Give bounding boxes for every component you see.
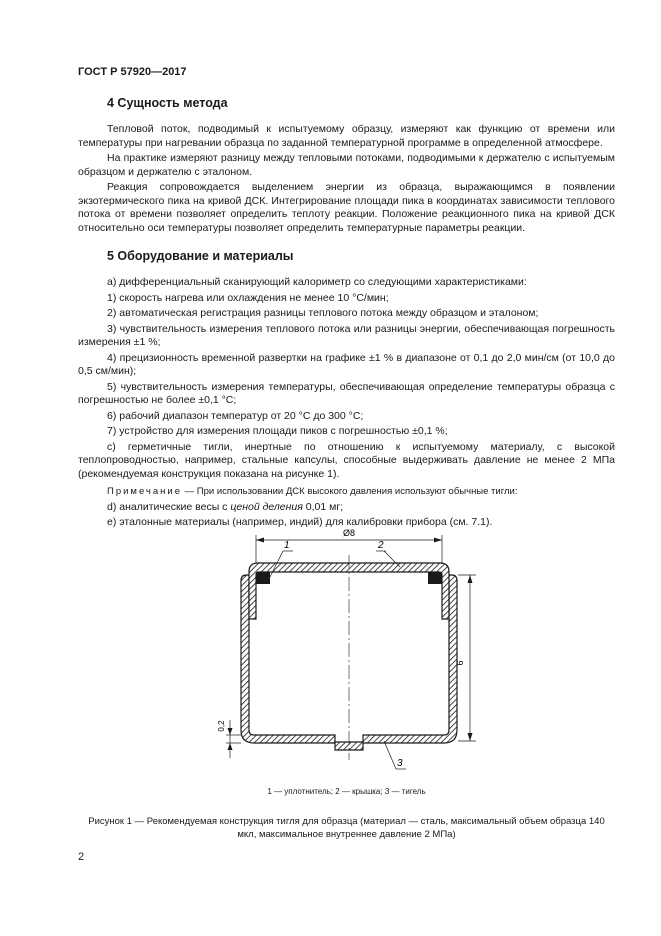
dim-arrow-up	[468, 575, 473, 583]
crucible-drawing	[200, 525, 500, 780]
standard-header: ГОСТ Р 57920—2017	[78, 66, 187, 78]
figure-caption: Рисунок 1 — Рекомендуемая конструкция тигля для образца (материал — сталь, максимальный объем образца 140 мкл, максимальное внутреннее давление 2 МПа)	[88, 816, 605, 840]
list-item: 3) чувствительность измерения теплового потока или разницы энергии, обеспечивающая погрешность измерения ±1 %;	[78, 322, 615, 348]
list-item: е) эталонные материалы (например, индий) для калибровки прибора (см. 7.1).	[107, 516, 493, 528]
dim-arrow-down	[468, 733, 473, 741]
list-item	[78, 501, 615, 515]
dim-arrow-right	[434, 538, 442, 543]
list-item: с) герметичные тигли, инертные по отношению к испытуемому материалу, с высокой теплопроводностью, например, стальные капсулы, способные выдерживать давление не менее 2 МПа (рекомендуемая конструкция показана на рисунке 1).	[78, 440, 615, 480]
paragraph: Тепловой поток, подводимый к испытуемому образцу, измеряют как функцию от времени или температуры при нагревании образца по заданной температурной программе в определенной атмосфере.	[78, 123, 615, 149]
item-d-suffix: 0,01 мг;	[302, 500, 344, 513]
paragraph: Реакция сопровождается выделением энергии из образца, выражающимся в появлении экзотермического пика на кривой ДСК. Интегрирование площади пика в координатах зависимости теплового потока от времени позволяет определить теплоту реакции. Положение реакционного пика на кривой ДСК относительно оси температуры позволяет определить температурные параметры реакции.	[78, 181, 615, 234]
section-5-title: 5 Оборудование и материалы	[107, 249, 294, 263]
leader-3	[384, 741, 396, 769]
section-4-title: 4 Сущность метода	[107, 96, 228, 110]
figure-legend: 1 — уплотнитель; 2 — крышка; 3 — тигель	[267, 787, 426, 796]
item-d-prefix: d) аналитические весы с	[107, 500, 231, 513]
list-item: 6) рабочий диапазон температур от 20 °С до 300 °С;	[107, 409, 364, 422]
dim-thickness-label: 0,2	[217, 720, 226, 732]
label-1: 1	[284, 540, 290, 551]
dim-arrow-wall-bottom	[228, 743, 233, 750]
dim-diameter-label: Ø8	[342, 528, 356, 538]
dim-height-label: 6	[455, 660, 465, 666]
paragraph: На практике измеряют разницу между тепловыми потоками, подводимыми к держателю с испытуемым образцом и держателю с эталоном.	[78, 152, 615, 178]
dim-arrow-left	[256, 538, 264, 543]
list-item: 1) скорость нагрева или охлаждения не менее 10 °С/мин;	[107, 291, 389, 304]
list-item: 4) прецизионность временной развертки на графике ±1 % в диапазоне от 0,1 до 2,0 мин/см (от 10,0 до 0,5 см/мин);	[78, 351, 615, 377]
label-3: 3	[397, 758, 403, 769]
dim-arrow-wall-top	[228, 728, 233, 735]
seal-left	[256, 572, 270, 584]
list-item: 5) чувствительность измерения температуры, обеспечивающая определение температуры образца с погрешностью не более ±0,1 °С;	[78, 380, 615, 406]
page-number: 2	[78, 851, 85, 863]
note	[78, 485, 615, 499]
seal-right	[428, 572, 442, 584]
list-item: 2) автоматическая регистрация разницы теплового потока между образцом и эталоном;	[107, 307, 539, 319]
item-d-italic: ценой деления	[230, 500, 303, 513]
note-text: — При использовании ДСК высокого давления используют обычные тигли:	[182, 486, 518, 497]
note-label: Примечание	[107, 486, 182, 497]
list-item: 7) устройство для измерения площади пиков с погрешностью ±0,1 %;	[107, 425, 448, 437]
section-4-body	[78, 123, 615, 237]
label-2: 2	[378, 540, 384, 551]
section-5-body	[78, 276, 615, 532]
list-item: а) дифференциальный сканирующий калориметр со следующими характеристиками:	[107, 276, 527, 288]
